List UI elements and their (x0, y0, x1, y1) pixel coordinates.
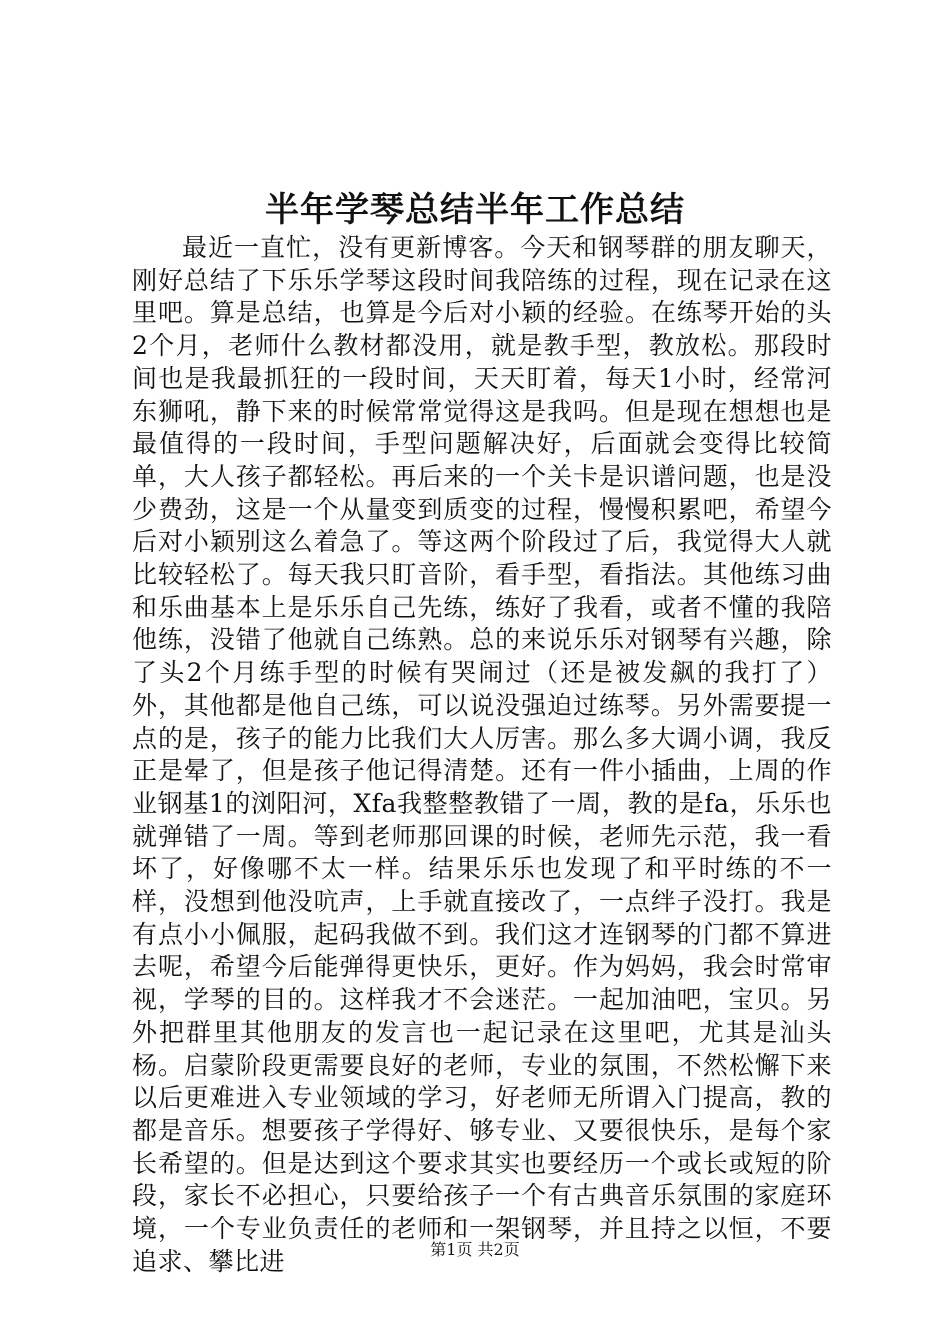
page-number-footer: 第1页 共2页 (430, 1240, 520, 1259)
document-body-paragraph: 最近一直忙，没有更新博客。今天和钢琴群的朋友聊天，刚好总结了下乐乐学琴这段时间我陪练的过程，现在记录在这里吧。算是总结，也算是今后对小颖的经验。在练琴开始的头2个月，老师什么教材都没用，就是教手型，教放松。那段时间也是我最抓狂的一段时间，天天盯着，每天1小时，经常河东狮吼，静下来的时候常常觉得这是我吗。但是现在想想也是最值得的一段时间，手型问题解决好，后面就会变得比较简单，大人孩子都轻松。再后来的一个关卡是识谱问题，也是没少费劲，这是一个从量变到质变的过程，慢慢积累吧，希望今后对小颖别这么着急了。等这两个阶段过了后，我觉得大人就比较轻松了。每天我只盯音阶，看手型，看指法。其他练习曲和乐曲基本上是乐乐自己先练，练好了我看，或者不懂的我陪他练，没错了他就自己练熟。总的来说乐乐对钢琴有兴趣，除了头2个月练手型的时候有哭闹过（还是被发飙的我打了）外，其他都是他自己练，可以说没强迫过练琴。另外需要提一点的是，孩子的能力比我们大人厉害。那么多大调小调，我反正是晕了，但是孩子他记得清楚。还有一件小插曲，上周的作业钢基1的浏阳河，Xfa我整整教错了一周，教的是fa，乐乐也就弹错了一周。等到老师那回课的时候，老师先示范，我一看坏了，好像哪不太一样。结果乐乐也发现了和平时练的不一样，没想到他没吭声，上手就直接改了，一点绊子没打。我是有点小小佩服，起码我做不到。我们这才连钢琴的门都不算进去呢，希望今后能弹得更快乐，更好。作为妈妈，我会时常审视，学琴的目的。这样我才不会迷茫。一起加油吧，宝贝。另外把群里其他朋友的发言也一起记录在这里吧，尤其是汕头杨。启蒙阶段更需要良好的老师，专业的氛围，不然松懈下来以后更难进入专业领域的学习，好老师无所谓入门提高，教的都是音乐。想要孩子学得好、够专业、又要很快乐，是每个家长希望的。但是达到这个要求其实也要经历一个或长或短的阶段，家长不必担心，只要给孩子一个有古典音乐氛围的家庭环境，一个专业负责任的老师和一架钢琴，并且持之以恒，不要追求、攀比进 (132, 233, 832, 1276)
document-title: 半年学琴总结半年工作总结 (265, 190, 685, 230)
